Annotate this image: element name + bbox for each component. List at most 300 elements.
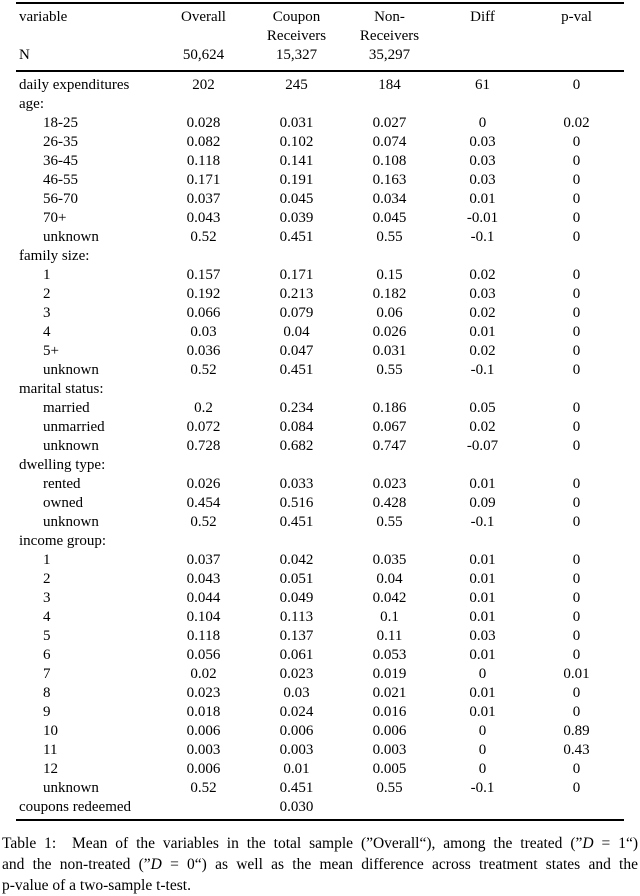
cell-overall: 0.157 (186, 267, 221, 283)
table-row (16, 532, 624, 551)
cell-diff: 0.03 (469, 153, 496, 169)
cell-pval: 0 (572, 685, 581, 701)
cell-non-receivers: 0.016 (372, 704, 407, 720)
cell-overall: 0.037 (186, 552, 221, 568)
cell-diff: 0 (478, 742, 487, 758)
cell-overall: 0.03 (190, 324, 217, 340)
cell-overall: 0.02 (190, 666, 217, 682)
col-header-pval: p-val (561, 9, 592, 25)
cell-overall: 0.454 (186, 495, 221, 511)
cell-overall: 0.043 (186, 210, 221, 226)
cell-pval: 0 (572, 780, 581, 796)
cell-non-receivers: 0.042 (372, 590, 407, 606)
cell-pval: 0 (572, 609, 581, 625)
table-body (16, 71, 624, 820)
cell-diff: 0.02 (469, 305, 496, 321)
cell-pval (529, 380, 624, 399)
cell-diff: 0.03 (469, 172, 496, 188)
cell-pval: 0 (572, 77, 581, 93)
cell-overall: 0.118 (186, 153, 221, 169)
caption-line (2, 854, 638, 875)
cell-coupon-receivers: 0.061 (279, 647, 314, 663)
cell-pval: 0 (572, 343, 581, 359)
cell-pval (529, 456, 624, 475)
col-header-non-receivers: Non- (374, 9, 405, 25)
cell-coupon-receivers: 0.003 (279, 742, 314, 758)
cell-diff: 0.01 (469, 590, 496, 606)
cell-coupon-receivers: 0.451 (279, 229, 314, 245)
cell-coupon-receivers: 0.039 (279, 210, 314, 226)
cell-diff: 0 (478, 666, 487, 682)
caption-line (2, 875, 638, 896)
cell-pval: 0 (572, 324, 581, 340)
cell-coupon-receivers: 0.171 (279, 267, 314, 283)
cell-overall (157, 456, 250, 475)
cell-pval: 0 (572, 495, 581, 511)
cell-coupon-receivers: 0.084 (279, 419, 314, 435)
cell-variable: 7 (43, 666, 51, 682)
table-row (16, 684, 624, 703)
cell-coupon-receivers: 0.191 (279, 172, 314, 188)
cell-non-receivers: 0.035 (372, 552, 407, 568)
cell-pval: 0 (572, 191, 581, 207)
cell-coupon-receivers: 0.141 (279, 153, 314, 169)
table-row (16, 494, 624, 513)
cell-non-receivers: 0.55 (376, 780, 403, 796)
cell-non-receivers: 0.108 (372, 153, 407, 169)
cell-coupon-receivers: 0.042 (279, 552, 314, 568)
cell-coupon-receivers: 0.682 (279, 438, 314, 454)
cell-coupon-receivers: 0.01 (283, 761, 310, 777)
caption-line (2, 833, 638, 854)
cell-non-receivers: 0.1 (380, 609, 399, 625)
cell-variable: 3 (43, 590, 51, 606)
cell-variable: 12 (43, 761, 58, 777)
cell-overall: 0.036 (186, 343, 221, 359)
cell-variable: 11 (43, 742, 58, 758)
cell-variable: 36-45 (43, 153, 78, 169)
cell-diff: 0.03 (469, 628, 496, 644)
cell-pval: 0 (572, 172, 581, 188)
table-row (16, 228, 624, 247)
col-header-coupon-receivers-line2: Receivers (266, 28, 327, 44)
cell-overall: 0.52 (190, 362, 217, 378)
table-row (16, 152, 624, 171)
col-header-coupon-receivers: Coupon (272, 9, 321, 25)
cell-pval: 0 (572, 305, 581, 321)
cell-non-receivers (343, 380, 436, 399)
cell-non-receivers: 0.747 (372, 438, 407, 454)
cell-overall: 0.104 (186, 609, 221, 625)
cell-pval: 0 (572, 400, 581, 416)
cell-variable: unknown (43, 362, 99, 378)
cell-overall: 0.52 (190, 514, 217, 530)
col-header-overall-line2 (157, 27, 250, 46)
cell-coupon-receivers: 0.047 (279, 343, 314, 359)
table-row (16, 247, 624, 266)
table-row (16, 589, 624, 608)
cell-coupon-receivers: 0.451 (279, 362, 314, 378)
cell-coupon-receivers (250, 247, 343, 266)
cell-non-receivers: 0.023 (372, 476, 407, 492)
cell-pval (529, 95, 624, 114)
table-row (16, 456, 624, 475)
cell-diff (436, 95, 529, 114)
cell-variable: rented (43, 476, 81, 492)
cell-variable: 2 (43, 286, 51, 302)
cell-overall: 0.082 (186, 134, 221, 150)
cell-overall: 0.003 (186, 742, 221, 758)
cell-diff: 0.01 (469, 476, 496, 492)
cell-overall: 0.066 (186, 305, 221, 321)
table-row (16, 475, 624, 494)
cell-non-receivers (343, 456, 436, 475)
table-row (16, 703, 624, 722)
cell-diff: -0.1 (470, 780, 495, 796)
cell-variable: 1 (43, 552, 51, 568)
cell-non-receivers: 0.026 (372, 324, 407, 340)
cell-pval: 0 (572, 267, 581, 283)
table-row (16, 570, 624, 589)
cell-non-receivers: 0.074 (372, 134, 407, 150)
cell-non-receivers: 0.55 (376, 229, 403, 245)
cell-non-receivers: 0.11 (376, 628, 403, 644)
table-row (16, 608, 624, 627)
cell-non-receivers: 0.06 (376, 305, 403, 321)
cell-pval: 0 (572, 476, 581, 492)
cell-overall: 0.52 (190, 229, 217, 245)
paper-page (0, 2, 640, 894)
table-row (16, 741, 624, 760)
cell-pval: 0 (572, 153, 581, 169)
cell-variable: coupons redeemed (16, 798, 157, 820)
table-row (16, 342, 624, 361)
cell-non-receivers: 0.006 (372, 723, 407, 739)
cell-variable: 2 (43, 571, 51, 587)
cell-variable: 4 (43, 324, 51, 340)
cell-variable: 3 (43, 305, 51, 321)
summary-statistics-table (16, 2, 624, 821)
cell-non-receivers (343, 798, 436, 820)
table-row (16, 380, 624, 399)
cell-coupon-receivers: 0.451 (279, 514, 314, 530)
n-non-receivers: 35,297 (343, 46, 436, 71)
cell-overall: 0.026 (186, 476, 221, 492)
cell-non-receivers (343, 247, 436, 266)
col-header-diff: Diff (470, 9, 495, 25)
table-row (16, 133, 624, 152)
cell-coupon-receivers: 0.516 (279, 495, 314, 511)
cell-diff: 0.02 (469, 419, 496, 435)
cell-diff: 0 (478, 115, 487, 131)
cell-variable: 5+ (43, 343, 59, 359)
cell-variable: income group: (19, 533, 107, 549)
cell-non-receivers: 0.163 (372, 172, 407, 188)
table-row (16, 209, 624, 228)
cell-non-receivers: 0.034 (372, 191, 407, 207)
cell-non-receivers (343, 532, 436, 551)
cell-diff: 0 (478, 761, 487, 777)
table-row (16, 722, 624, 741)
cell-coupon-receivers: 0.030 (250, 798, 343, 820)
cell-diff: -0.07 (466, 438, 499, 454)
cell-non-receivers: 0.019 (372, 666, 407, 682)
cell-pval: 0 (572, 571, 581, 587)
cell-pval: 0 (572, 419, 581, 435)
col-header-pval-line2 (529, 27, 624, 46)
cell-pval: 0 (572, 134, 581, 150)
cell-overall: 0.023 (186, 685, 221, 701)
cell-variable: married (43, 400, 90, 416)
cell-diff: 0 (478, 723, 487, 739)
cell-variable: marital status: (19, 381, 104, 397)
cell-variable: 26-35 (43, 134, 78, 150)
cell-non-receivers: 0.005 (372, 761, 407, 777)
cell-pval: 0 (572, 362, 581, 378)
caption-text: = 0“) as well as the mean difference across treatment states and the (161, 856, 638, 873)
table-caption (2, 833, 638, 896)
table-row (16, 760, 624, 779)
cell-non-receivers (343, 95, 436, 114)
col-header-diff-line2 (436, 27, 529, 46)
cell-overall (157, 380, 250, 399)
n-pval-empty (529, 46, 624, 71)
cell-diff: 0.01 (469, 609, 496, 625)
cell-overall: 0.044 (186, 590, 221, 606)
cell-non-receivers: 0.021 (372, 685, 407, 701)
header-row-1 (16, 3, 624, 27)
cell-coupon-receivers: 0.051 (279, 571, 314, 587)
cell-coupon-receivers: 0.213 (279, 286, 314, 302)
cell-coupon-receivers: 0.045 (279, 191, 314, 207)
cell-coupon-receivers: 0.024 (279, 704, 314, 720)
table-row (16, 646, 624, 665)
table-row (16, 513, 624, 532)
table-row (16, 627, 624, 646)
table-row (16, 266, 624, 285)
cell-variable: age: (19, 96, 44, 112)
col-header-variable: variable (19, 9, 68, 25)
cell-overall (157, 798, 250, 820)
cell-diff: 0.02 (469, 267, 496, 283)
cell-overall: 0.006 (186, 723, 221, 739)
cell-non-receivers: 0.428 (372, 495, 407, 511)
cell-variable: dwelling type: (19, 457, 106, 473)
cell-non-receivers: 0.182 (372, 286, 407, 302)
cell-pval: 0.02 (563, 115, 590, 131)
cell-diff: 0.03 (469, 286, 496, 302)
cell-pval: 0 (572, 514, 581, 530)
cell-diff: 0.01 (469, 552, 496, 568)
table-row (16, 437, 624, 456)
cell-overall: 0.072 (186, 419, 221, 435)
cell-diff: 0.03 (469, 134, 496, 150)
math-variable: D (582, 835, 594, 852)
table-row (16, 304, 624, 323)
table-row (16, 71, 624, 95)
cell-pval: 0.89 (563, 723, 590, 739)
n-label: N (16, 46, 157, 71)
cell-non-receivers: 0.003 (372, 742, 407, 758)
cell-pval: 0 (572, 647, 581, 663)
cell-non-receivers: 0.186 (372, 400, 407, 416)
cell-diff: -0.1 (470, 229, 495, 245)
cell-coupon-receivers: 0.023 (279, 666, 314, 682)
cell-coupon-receivers: 0.079 (279, 305, 314, 321)
cell-non-receivers: 0.045 (372, 210, 407, 226)
cell-coupon-receivers (250, 456, 343, 475)
cell-coupon-receivers: 0.033 (279, 476, 314, 492)
table-row (16, 779, 624, 798)
cell-coupon-receivers: 245 (285, 77, 308, 93)
cell-overall: 202 (192, 77, 215, 93)
cell-diff: 0.02 (469, 343, 496, 359)
cell-diff (436, 798, 529, 820)
cell-diff (436, 380, 529, 399)
cell-variable: 1 (43, 267, 51, 283)
cell-diff: 61 (475, 77, 490, 93)
table-row (16, 418, 624, 437)
table-row (16, 190, 624, 209)
cell-diff: 0.09 (469, 495, 496, 511)
cell-variable: unknown (43, 438, 99, 454)
table-header (16, 3, 624, 71)
cell-coupon-receivers: 0.451 (279, 780, 314, 796)
cell-coupon-receivers: 0.049 (279, 590, 314, 606)
table-row (16, 361, 624, 380)
cell-variable: daily expenditures (19, 77, 130, 93)
cell-pval: 0 (572, 761, 581, 777)
cell-diff: 0.05 (469, 400, 496, 416)
cell-diff: 0.01 (469, 191, 496, 207)
cell-diff (436, 456, 529, 475)
cell-diff: -0.1 (470, 514, 495, 530)
cell-variable: 8 (43, 685, 51, 701)
cell-overall: 0.192 (186, 286, 221, 302)
cell-coupon-receivers: 0.03 (283, 685, 310, 701)
cell-non-receivers: 0.027 (372, 115, 407, 131)
table-row (16, 114, 624, 133)
cell-variable: unknown (43, 514, 99, 530)
caption-text: = 1“) (593, 835, 638, 852)
cell-variable: 5 (43, 628, 51, 644)
cell-variable: 6 (43, 647, 51, 663)
col-header-non-receivers-line2: Receivers (359, 28, 420, 44)
cell-overall: 0.52 (190, 780, 217, 796)
cell-overall: 0.728 (186, 438, 221, 454)
cell-coupon-receivers (250, 95, 343, 114)
n-diff-empty (436, 46, 529, 71)
cell-variable: 70+ (43, 210, 67, 226)
cell-pval (529, 247, 624, 266)
table-row (16, 285, 624, 304)
cell-coupon-receivers: 0.04 (283, 324, 310, 340)
cell-overall: 0.043 (186, 571, 221, 587)
cell-overall: 0.056 (186, 647, 221, 663)
cell-diff: 0.01 (469, 704, 496, 720)
table-row (16, 665, 624, 684)
cell-variable: family size: (19, 248, 90, 264)
cell-non-receivers: 0.031 (372, 343, 407, 359)
cell-pval: 0 (572, 210, 581, 226)
cell-pval: 0 (572, 229, 581, 245)
cell-pval: 0 (572, 628, 581, 644)
cell-variable: 56-70 (43, 191, 78, 207)
table-row (16, 323, 624, 342)
cell-variable: 4 (43, 609, 51, 625)
caption-text: and the non-treated (” (2, 856, 151, 873)
table-row (16, 798, 624, 820)
table-row (16, 95, 624, 114)
cell-coupon-receivers: 0.234 (279, 400, 314, 416)
cell-coupon-receivers (250, 532, 343, 551)
cell-variable: 18-25 (43, 115, 78, 131)
cell-non-receivers: 0.04 (376, 571, 403, 587)
cell-overall: 0.028 (186, 115, 221, 131)
cell-diff: 0.01 (469, 647, 496, 663)
cell-pval: 0.01 (563, 666, 590, 682)
table-row (16, 399, 624, 418)
cell-pval: 0 (572, 704, 581, 720)
cell-variable: unknown (43, 229, 99, 245)
cell-variable: 10 (43, 723, 58, 739)
sample-size-row (16, 46, 624, 71)
header-row-2 (16, 27, 624, 46)
cell-overall (157, 532, 250, 551)
cell-pval: 0 (572, 438, 581, 454)
cell-variable: 46-55 (43, 172, 78, 188)
cell-overall: 0.2 (194, 400, 213, 416)
cell-coupon-receivers: 0.137 (279, 628, 314, 644)
caption-text: Table 1: Mean of the variables in the total sample (”Overall“), among the treated (” (2, 835, 583, 852)
cell-pval: 0 (572, 590, 581, 606)
cell-diff (436, 247, 529, 266)
cell-non-receivers: 0.053 (372, 647, 407, 663)
n-overall: 50,624 (157, 46, 250, 71)
cell-pval: 0.43 (563, 742, 590, 758)
cell-diff (436, 532, 529, 551)
cell-diff: 0.01 (469, 685, 496, 701)
cell-overall (157, 95, 250, 114)
cell-diff: 0.01 (469, 324, 496, 340)
cell-non-receivers: 0.067 (372, 419, 407, 435)
table-row (16, 171, 624, 190)
cell-coupon-receivers: 0.006 (279, 723, 314, 739)
cell-non-receivers: 0.15 (376, 267, 403, 283)
cell-pval (529, 798, 624, 820)
math-variable: D (150, 856, 162, 873)
cell-diff: -0.01 (466, 210, 499, 226)
cell-variable: unknown (43, 780, 99, 796)
cell-overall: 0.118 (186, 628, 221, 644)
table-row (16, 551, 624, 570)
n-coupon-receivers: 15,327 (250, 46, 343, 71)
col-header-overall: Overall (181, 9, 226, 25)
cell-coupon-receivers (250, 380, 343, 399)
cell-coupon-receivers: 0.102 (279, 134, 314, 150)
cell-overall: 0.018 (186, 704, 221, 720)
cell-overall: 0.006 (186, 761, 221, 777)
cell-coupon-receivers: 0.031 (279, 115, 314, 131)
cell-coupon-receivers: 0.113 (279, 609, 314, 625)
cell-pval: 0 (572, 286, 581, 302)
cell-non-receivers: 184 (378, 77, 401, 93)
cell-non-receivers: 0.55 (376, 362, 403, 378)
cell-diff: -0.1 (470, 362, 495, 378)
cell-non-receivers: 0.55 (376, 514, 403, 530)
cell-diff: 0.01 (469, 571, 496, 587)
cell-pval (529, 532, 624, 551)
